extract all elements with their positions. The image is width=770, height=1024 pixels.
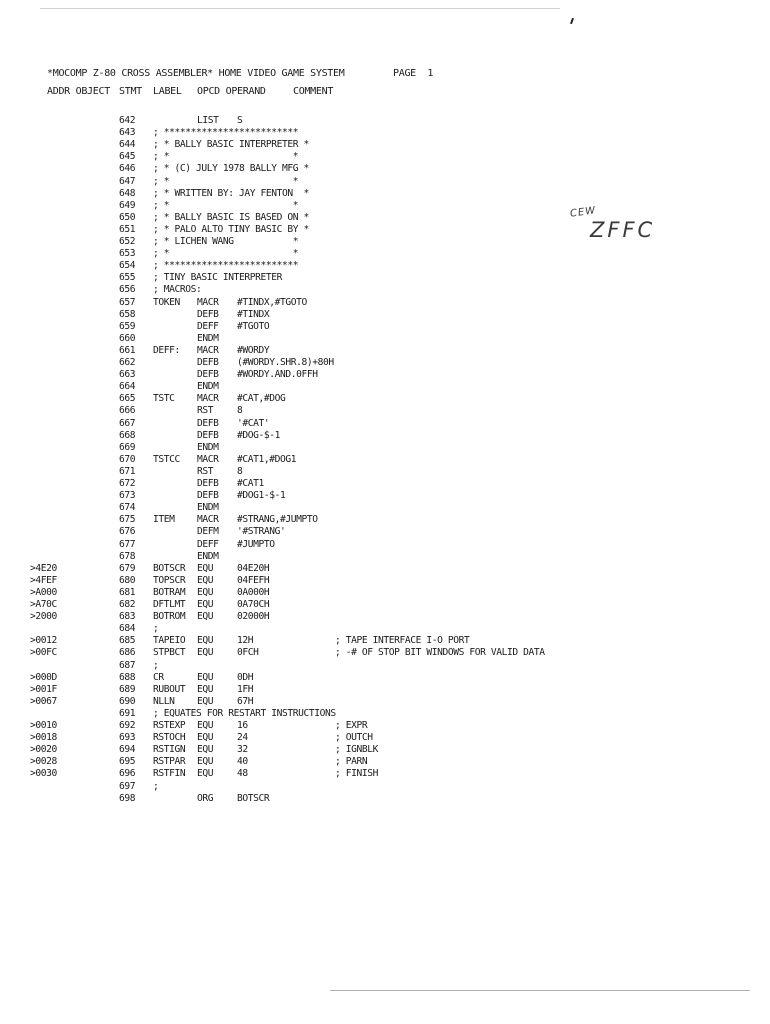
address-object: >4E20 xyxy=(30,562,57,574)
comment-line: ; * PALO ALTO TINY BASIC BY * xyxy=(153,223,309,235)
operand: #DOG-$-1 xyxy=(237,429,281,441)
opcode: MACR xyxy=(197,514,219,526)
label: TSTCC xyxy=(153,453,180,465)
label: CR xyxy=(153,671,164,683)
listing-line xyxy=(0,138,770,151)
opcode: ENDM xyxy=(197,332,219,344)
comment: ; EXPR xyxy=(335,720,368,731)
label: RSTPAR xyxy=(153,756,186,768)
comment-line: ; ************************* xyxy=(153,260,299,272)
statement-number: 653 xyxy=(119,248,136,260)
listing-line xyxy=(0,501,770,514)
operand: 67H xyxy=(237,695,254,707)
listing-line xyxy=(0,296,770,309)
operand: #TINDX xyxy=(237,308,270,320)
label: TOKEN xyxy=(153,296,180,308)
label: BOTROM xyxy=(153,611,186,623)
comment-line: ; xyxy=(153,623,159,635)
listing-line xyxy=(0,271,770,284)
statement-number: 669 xyxy=(119,441,136,453)
address-object: >00FC xyxy=(30,647,57,659)
comment-line: ; xyxy=(153,780,159,792)
opcode: RST xyxy=(197,405,214,417)
statement-number: 647 xyxy=(119,175,136,187)
statement-number: 666 xyxy=(119,405,136,417)
opcode: RST xyxy=(197,465,214,477)
operand: #JUMPTO xyxy=(237,538,275,550)
address-object: >0012 xyxy=(30,635,57,647)
comment-line: ; MACROS: xyxy=(153,284,202,296)
opcode: EQU xyxy=(197,732,214,744)
comment: ; -# OF STOP BIT WINDOWS FOR VALID DATA xyxy=(335,647,545,659)
comment: ; PARN xyxy=(335,756,368,768)
operand: S xyxy=(237,115,243,126)
listing-line xyxy=(0,683,770,696)
label: RSTOCH xyxy=(153,732,186,744)
opcode: DEFB xyxy=(197,308,219,320)
opcode: MACR xyxy=(197,393,219,405)
listing-line xyxy=(0,404,770,417)
column-header-stmt: STMT xyxy=(119,86,142,97)
label: RUBOUT xyxy=(153,683,186,695)
operand: 1FH xyxy=(237,683,254,695)
label: DEFF: xyxy=(153,344,180,356)
statement-number: 680 xyxy=(119,574,136,586)
statement-number: 660 xyxy=(119,332,136,344)
opcode: ENDM xyxy=(197,441,219,453)
listing-line xyxy=(0,417,770,430)
listing-line xyxy=(0,792,770,805)
statement-number: 697 xyxy=(119,780,136,792)
statement-number: 652 xyxy=(119,236,136,247)
address-object: >0010 xyxy=(30,720,57,731)
listing-line xyxy=(0,538,770,551)
comment-line: ; * BALLY BASIC INTERPRETER * xyxy=(153,139,309,151)
statement-number: 656 xyxy=(119,284,136,296)
statement-number: 662 xyxy=(119,357,136,368)
opcode: LIST xyxy=(197,115,219,126)
operand: 04E20H xyxy=(237,562,270,574)
comment-line: ; * BALLY BASIC IS BASED ON * xyxy=(153,211,309,223)
comment: ; FINISH xyxy=(335,768,379,780)
comment-line: ; EQUATES FOR RESTART INSTRUCTIONS xyxy=(153,707,336,719)
listing-line xyxy=(0,525,770,538)
statement-number: 678 xyxy=(119,550,136,562)
listing-line xyxy=(0,453,770,466)
listing-line xyxy=(0,586,770,599)
operand: #TGOTO xyxy=(237,320,270,332)
operand: '#STRANG' xyxy=(237,526,286,538)
listing-line xyxy=(0,719,770,732)
statement-number: 695 xyxy=(119,756,136,768)
listing-line xyxy=(0,780,770,793)
operand: 02000H xyxy=(237,611,270,623)
address-object: >4FEF xyxy=(30,574,57,586)
listing-line xyxy=(0,259,770,272)
opcode: DEFB xyxy=(197,417,219,429)
statement-number: 659 xyxy=(119,320,136,332)
listing-line xyxy=(0,598,770,611)
listing-line xyxy=(0,356,770,369)
statement-number: 696 xyxy=(119,768,136,780)
opcode: EQU xyxy=(197,574,214,586)
address-object: >0067 xyxy=(30,695,57,707)
listing-line xyxy=(0,175,770,188)
label: TSTC xyxy=(153,393,175,405)
statement-number: 642 xyxy=(119,115,136,126)
operand: #TINDX,#TGOTO xyxy=(237,296,307,308)
label: RSTIGN xyxy=(153,744,186,756)
label: TOPSCR xyxy=(153,574,186,586)
statement-number: 664 xyxy=(119,381,136,393)
opcode: EQU xyxy=(197,683,214,695)
opcode: EQU xyxy=(197,635,214,647)
operand: 04FEFH xyxy=(237,574,270,586)
operand: 16 xyxy=(237,720,248,731)
opcode: MACR xyxy=(197,296,219,308)
opcode: ENDM xyxy=(197,502,219,514)
column-header-opcd-operand: OPCD OPERAND xyxy=(197,86,266,97)
statement-number: 683 xyxy=(119,611,136,623)
label: DFTLMT xyxy=(153,599,186,610)
statement-number: 646 xyxy=(119,163,136,175)
address-object: >000D xyxy=(30,671,57,683)
operand: 12H xyxy=(237,635,254,647)
opcode: MACR xyxy=(197,453,219,465)
statement-number: 694 xyxy=(119,744,136,756)
handwritten-note-large: ZFFC xyxy=(590,218,656,242)
address-object: >0030 xyxy=(30,768,57,780)
statement-number: 651 xyxy=(119,223,136,235)
listing-line xyxy=(0,368,770,381)
listing-line xyxy=(0,162,770,175)
opcode: ENDM xyxy=(197,550,219,562)
comment: ; IGNBLK xyxy=(335,744,379,756)
statement-number: 684 xyxy=(119,623,136,635)
column-header-label: LABEL xyxy=(153,86,182,97)
address-object: >0018 xyxy=(30,732,57,744)
statement-number: 670 xyxy=(119,453,136,465)
statement-number: 674 xyxy=(119,502,136,514)
opcode: EQU xyxy=(197,671,214,683)
statement-number: 675 xyxy=(119,514,136,526)
opcode: DEFM xyxy=(197,526,219,538)
comment-line: ; * * xyxy=(153,248,299,260)
listing-line xyxy=(0,344,770,357)
listing-line xyxy=(0,767,770,780)
statement-number: 649 xyxy=(119,199,136,211)
listing-line xyxy=(0,441,770,454)
listing-line xyxy=(0,477,770,490)
handwritten-note-small: CEW xyxy=(569,205,597,220)
operand: BOTSCR xyxy=(237,792,270,804)
statement-number: 689 xyxy=(119,683,136,695)
label: RSTEXP xyxy=(153,720,186,731)
opcode: MACR xyxy=(197,344,219,356)
opcode: DEFB xyxy=(197,490,219,502)
opcode: DEFB xyxy=(197,429,219,441)
listing-line xyxy=(0,380,770,393)
statement-number: 676 xyxy=(119,526,136,538)
operand: 0A000H xyxy=(237,586,270,598)
opcode: EQU xyxy=(197,611,214,623)
listing-line xyxy=(0,562,770,575)
opcode: EQU xyxy=(197,744,214,756)
paper-mark xyxy=(570,18,574,24)
comment-line: ; * (C) JULY 1978 BALLY MFG * xyxy=(153,163,309,175)
operand: #WORDY.AND.0FFH xyxy=(237,369,318,381)
listing-line xyxy=(0,114,770,127)
operand: 32 xyxy=(237,744,248,756)
statement-number: 655 xyxy=(119,272,136,284)
operand: #CAT1 xyxy=(237,478,264,489)
opcode: EQU xyxy=(197,768,214,780)
label: BOTSCR xyxy=(153,562,186,574)
opcode: DEFB xyxy=(197,369,219,381)
label: BOTRAM xyxy=(153,586,186,598)
label: NLLN xyxy=(153,695,175,707)
comment-line: ; * LICHEN WANG * xyxy=(153,236,299,247)
operand: 8 xyxy=(237,465,243,477)
listing-line xyxy=(0,622,770,635)
statement-number: 661 xyxy=(119,344,136,356)
opcode: DEFB xyxy=(197,357,219,368)
statement-number: 693 xyxy=(119,732,136,744)
statement-number: 681 xyxy=(119,586,136,598)
listing-line xyxy=(0,550,770,563)
statement-number: 658 xyxy=(119,308,136,320)
operand: #DOG1-$-1 xyxy=(237,490,286,502)
listing-line xyxy=(0,755,770,768)
listing-line xyxy=(0,731,770,744)
listing-line xyxy=(0,465,770,478)
comment: ; TAPE INTERFACE I-O PORT xyxy=(335,635,470,647)
statement-number: 668 xyxy=(119,429,136,441)
statement-number: 650 xyxy=(119,211,136,223)
statement-number: 648 xyxy=(119,187,136,199)
label: TAPEIO xyxy=(153,635,186,647)
statement-number: 698 xyxy=(119,792,136,804)
operand: 40 xyxy=(237,756,248,768)
listing-line xyxy=(0,199,770,212)
statement-number: 672 xyxy=(119,478,136,489)
opcode: DEFB xyxy=(197,478,219,489)
operand: 0A70CH xyxy=(237,599,270,610)
label: ITEM xyxy=(153,514,175,526)
statement-number: 654 xyxy=(119,260,136,272)
comment-line: ; TINY BASIC INTERPRETER xyxy=(153,272,283,284)
listing-line xyxy=(0,671,770,684)
listing-line xyxy=(0,489,770,502)
document-title: *MOCOMP Z-80 CROSS ASSEMBLER* HOME VIDEO GAME SYSTEM xyxy=(47,68,345,79)
column-header-addr-object: ADDR OBJECT xyxy=(47,86,110,97)
address-object: >2000 xyxy=(30,611,57,623)
listing-line xyxy=(0,659,770,672)
listing-line xyxy=(0,247,770,260)
statement-number: 688 xyxy=(119,671,136,683)
listing-line xyxy=(0,695,770,708)
page-number: PAGE 1 xyxy=(393,68,434,79)
comment-line: ; * WRITTEN BY: JAY FENTON * xyxy=(153,187,309,199)
listing-line xyxy=(0,646,770,659)
operand: 24 xyxy=(237,732,248,744)
statement-number: 677 xyxy=(119,538,136,550)
listing-line xyxy=(0,332,770,345)
operand: '#CAT' xyxy=(237,417,270,429)
column-headers xyxy=(47,86,647,100)
statement-number: 673 xyxy=(119,490,136,502)
comment-line: ; * * xyxy=(153,151,299,163)
statement-number: 691 xyxy=(119,707,136,719)
column-header-comment: COMMENT xyxy=(293,86,334,97)
statement-number: 690 xyxy=(119,695,136,707)
opcode: EQU xyxy=(197,586,214,598)
opcode: EQU xyxy=(197,599,214,610)
address-object: >001F xyxy=(30,683,57,695)
listing-line xyxy=(0,743,770,756)
listing-line xyxy=(0,429,770,442)
opcode: ORG xyxy=(197,792,214,804)
listing-line xyxy=(0,187,770,200)
operand: 48 xyxy=(237,768,248,780)
address-object: >A70C xyxy=(30,599,57,610)
listing-line xyxy=(0,634,770,647)
listing-line xyxy=(0,513,770,526)
label: STPBCT xyxy=(153,647,186,659)
address-object: >A000 xyxy=(30,586,57,598)
opcode: EQU xyxy=(197,695,214,707)
listing-line xyxy=(0,574,770,587)
statement-number: 671 xyxy=(119,465,136,477)
opcode: ENDM xyxy=(197,381,219,393)
opcode: EQU xyxy=(197,562,214,574)
statement-number: 657 xyxy=(119,296,136,308)
listing-line xyxy=(0,320,770,333)
operand: #CAT,#DOG xyxy=(237,393,286,405)
listing-line xyxy=(0,126,770,139)
address-object: >0028 xyxy=(30,756,57,768)
scan-artifact xyxy=(40,8,560,9)
statement-number: 644 xyxy=(119,139,136,151)
comment-line: ; ************************* xyxy=(153,127,299,139)
statement-number: 679 xyxy=(119,562,136,574)
listing-line xyxy=(0,707,770,720)
listing-line xyxy=(0,283,770,296)
operand: (#WORDY.SHR.8)+80H xyxy=(237,357,334,368)
operand: #WORDY xyxy=(237,344,270,356)
statement-number: 643 xyxy=(119,127,136,139)
listing-line xyxy=(0,150,770,163)
listing-line xyxy=(0,308,770,321)
statement-number: 665 xyxy=(119,393,136,405)
address-object: >0020 xyxy=(30,744,57,756)
opcode: EQU xyxy=(197,756,214,768)
page-header xyxy=(47,68,647,82)
opcode: EQU xyxy=(197,647,214,659)
statement-number: 692 xyxy=(119,720,136,731)
operand: 0FCH xyxy=(237,647,259,659)
operand: #CAT1,#DOG1 xyxy=(237,453,297,465)
statement-number: 685 xyxy=(119,635,136,647)
statement-number: 686 xyxy=(119,647,136,659)
operand: 0DH xyxy=(237,671,254,683)
label: RSTFIN xyxy=(153,768,186,780)
listing-line xyxy=(0,392,770,405)
comment: ; OUTCH xyxy=(335,732,373,744)
operand: 8 xyxy=(237,405,243,417)
statement-number: 682 xyxy=(119,599,136,610)
opcode: EQU xyxy=(197,720,214,731)
operand: #STRANG,#JUMPTO xyxy=(237,514,318,526)
scan-artifact xyxy=(330,990,750,991)
statement-number: 667 xyxy=(119,417,136,429)
statement-number: 645 xyxy=(119,151,136,163)
opcode: DEFF xyxy=(197,320,219,332)
statement-number: 663 xyxy=(119,369,136,381)
statement-number: 687 xyxy=(119,659,136,671)
comment-line: ; * * xyxy=(153,199,299,211)
comment-line: ; xyxy=(153,659,159,671)
listing-line xyxy=(0,610,770,623)
comment-line: ; * * xyxy=(153,175,299,187)
opcode: DEFF xyxy=(197,538,219,550)
